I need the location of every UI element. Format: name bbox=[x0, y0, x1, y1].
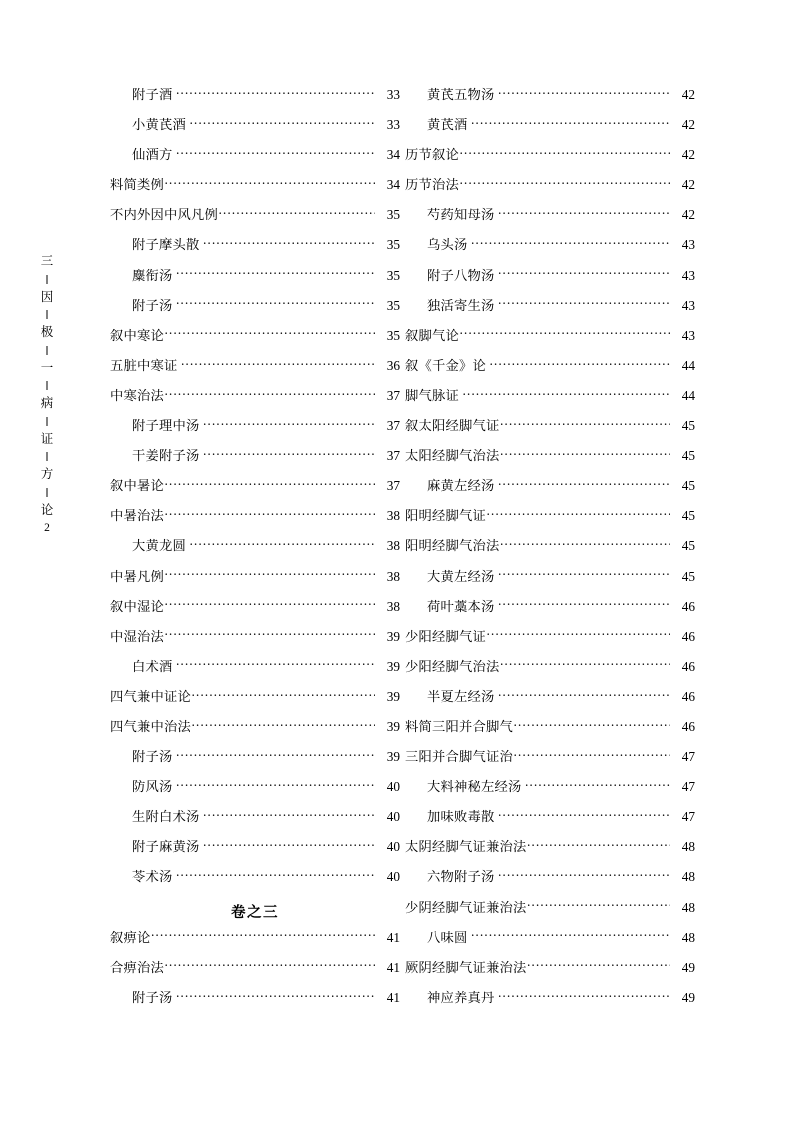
toc-entry[interactable] bbox=[405, 957, 695, 987]
toc-entry[interactable] bbox=[405, 385, 695, 415]
toc-entry-page: 43 bbox=[681, 267, 695, 283]
toc-entry-page: 38 bbox=[386, 568, 400, 584]
toc-entry[interactable] bbox=[405, 114, 695, 144]
toc-entry-page: 40 bbox=[386, 869, 400, 885]
toc-entry-page: 37 bbox=[386, 418, 400, 434]
toc-entry[interactable] bbox=[405, 927, 695, 957]
toc-entry-page: 41 bbox=[386, 989, 400, 1005]
toc-entry-label: 黄芪酒 bbox=[427, 117, 468, 133]
toc-leader-dots bbox=[471, 236, 671, 249]
toc-entry-page: 49 bbox=[681, 989, 695, 1005]
toc-entry-page: 46 bbox=[681, 628, 695, 644]
toc-leader-dots bbox=[499, 417, 670, 430]
toc-entry-page: 47 bbox=[681, 779, 695, 795]
toc-entry-label: 四气兼中证论 bbox=[110, 688, 191, 704]
toc-leader-dots bbox=[164, 176, 375, 189]
toc-entry-page: 46 bbox=[681, 658, 695, 674]
toc-leader-dots bbox=[164, 507, 375, 520]
toc-entry-label: 叙中寒论 bbox=[110, 327, 164, 343]
running-head-rule bbox=[34, 488, 60, 497]
toc-entry-page: 33 bbox=[386, 87, 400, 102]
toc-entry-label: 独活寄生汤 bbox=[427, 297, 495, 313]
toc-leader-dots bbox=[497, 808, 670, 821]
toc-entry[interactable] bbox=[405, 415, 695, 445]
toc-entry-page: 42 bbox=[681, 207, 695, 223]
toc-entry-page: 41 bbox=[386, 959, 400, 975]
toc-entry-label: 叙痹论 bbox=[110, 929, 151, 945]
toc-entry-label: 白术酒 bbox=[132, 658, 173, 674]
toc-entry-label: 麋衔汤 bbox=[132, 267, 173, 283]
toc-entry-label: 少阴经脚气证兼治法 bbox=[405, 899, 527, 915]
toc-leader-dots bbox=[526, 958, 670, 971]
toc-entry-label: 黄芪五物汤 bbox=[427, 87, 495, 102]
toc-entry-label: 麻黄左经汤 bbox=[427, 478, 495, 494]
toc-leader-dots bbox=[486, 627, 670, 640]
toc-entry[interactable] bbox=[110, 415, 400, 445]
toc-leader-dots bbox=[176, 86, 376, 99]
toc-entry-page: 39 bbox=[386, 688, 400, 704]
toc-leader-dots bbox=[191, 718, 375, 731]
toc-entry-label: 附子汤 bbox=[132, 749, 173, 765]
toc-entry-label: 料简三阳并合脚气 bbox=[405, 718, 513, 734]
toc-entry-label: 附子酒 bbox=[132, 87, 173, 102]
toc-entry-label: 中寒治法 bbox=[110, 387, 164, 403]
running-head-rule bbox=[34, 381, 60, 390]
toc-leader-dots bbox=[218, 206, 375, 219]
toc-entry-label: 附子汤 bbox=[132, 989, 173, 1005]
toc-entry[interactable] bbox=[405, 234, 695, 264]
toc-entry[interactable] bbox=[405, 566, 695, 596]
toc-leader-dots bbox=[497, 989, 670, 1002]
toc-leader-dots bbox=[499, 657, 670, 670]
page-number: 2 bbox=[44, 522, 50, 534]
toc-entry-page: 45 bbox=[681, 478, 695, 494]
toc-entry-page: 40 bbox=[386, 779, 400, 795]
toc-entry-page: 46 bbox=[681, 718, 695, 734]
toc-entry-label: 仙酒方 bbox=[132, 147, 173, 163]
toc-entry-page: 38 bbox=[386, 538, 400, 554]
toc-leader-dots bbox=[180, 357, 375, 370]
toc-entry[interactable] bbox=[110, 505, 400, 535]
toc-entry-label: 乌头汤 bbox=[427, 237, 468, 253]
toc-entry-label: 干姜附子汤 bbox=[132, 448, 200, 464]
toc-entry-label: 苓术汤 bbox=[132, 869, 173, 885]
toc-entry-label: 四气兼中治法 bbox=[110, 718, 191, 734]
toc-entry[interactable] bbox=[110, 144, 400, 174]
toc-entry[interactable] bbox=[405, 596, 695, 626]
toc-leader-dots bbox=[164, 958, 375, 971]
toc-entry[interactable] bbox=[110, 626, 400, 656]
toc-entry-page: 45 bbox=[681, 448, 695, 464]
running-head-char: 证 bbox=[40, 431, 54, 446]
toc-leader-dots bbox=[489, 357, 670, 370]
toc-entry[interactable] bbox=[405, 265, 695, 295]
toc-entry[interactable] bbox=[405, 325, 695, 355]
running-head-char: 三 bbox=[40, 254, 54, 268]
toc-entry-page: 34 bbox=[386, 177, 400, 193]
toc-entry[interactable] bbox=[405, 776, 695, 806]
toc-leader-dots bbox=[164, 326, 375, 339]
toc-column-left bbox=[110, 84, 400, 1017]
toc-entry[interactable] bbox=[405, 535, 695, 565]
running-head-rule bbox=[34, 346, 60, 355]
toc-leader-dots bbox=[176, 778, 376, 791]
toc-entry[interactable] bbox=[405, 806, 695, 836]
toc-entry[interactable] bbox=[110, 806, 400, 836]
toc-leader-dots bbox=[471, 928, 671, 941]
toc-entry[interactable] bbox=[110, 445, 400, 475]
running-head-char: 病 bbox=[40, 396, 54, 410]
toc-entry-label: 大黄龙圆 bbox=[132, 538, 186, 554]
toc-entry[interactable] bbox=[405, 475, 695, 505]
toc-entry[interactable] bbox=[405, 746, 695, 776]
toc-leader-dots bbox=[176, 146, 376, 159]
toc-column-right bbox=[405, 84, 695, 1017]
toc-entry-page: 41 bbox=[386, 929, 400, 945]
toc-entry-page: 39 bbox=[386, 749, 400, 765]
toc-entry-page: 44 bbox=[681, 387, 695, 403]
toc-entry-page: 45 bbox=[681, 508, 695, 524]
toc-entry-label: 中暑治法 bbox=[110, 508, 164, 524]
toc-section-heading: 卷之三 bbox=[231, 905, 279, 922]
toc-entry[interactable] bbox=[405, 144, 695, 174]
toc-entry-page: 44 bbox=[681, 357, 695, 373]
toc-entry[interactable] bbox=[110, 957, 400, 987]
toc-entry-page: 35 bbox=[386, 237, 400, 253]
toc-leader-dots bbox=[459, 146, 670, 159]
toc-entry[interactable] bbox=[405, 626, 695, 656]
toc-entry[interactable] bbox=[405, 686, 695, 716]
toc-leader-dots bbox=[497, 688, 670, 701]
toc-entry-label: 太阴经脚气证兼治法 bbox=[405, 839, 527, 855]
toc-entry[interactable] bbox=[110, 265, 400, 295]
toc-entry-page: 42 bbox=[681, 147, 695, 163]
toc-entry-label: 叙脚气论 bbox=[405, 327, 459, 343]
running-head-rule bbox=[34, 310, 60, 319]
toc-leader-dots bbox=[176, 296, 376, 309]
toc-entry-label: 太阳经脚气治法 bbox=[405, 448, 500, 464]
toc-entry-page: 43 bbox=[681, 297, 695, 313]
toc-entry[interactable] bbox=[110, 385, 400, 415]
toc-entry-label: 叙《千金》论 bbox=[405, 357, 486, 373]
toc-entry[interactable] bbox=[110, 596, 400, 626]
toc-entry[interactable] bbox=[110, 295, 400, 325]
toc-entry-label: 中湿治法 bbox=[110, 628, 164, 644]
toc-entry-label: 荷叶藁本汤 bbox=[427, 598, 495, 614]
toc-entry-page: 42 bbox=[681, 117, 695, 133]
toc-entry-page: 35 bbox=[386, 327, 400, 343]
toc-entry-page: 47 bbox=[681, 749, 695, 765]
toc-entry[interactable] bbox=[110, 866, 400, 896]
toc-entry-label: 料简类例 bbox=[110, 177, 164, 193]
toc-entry-label: 大料神秘左经汤 bbox=[427, 779, 522, 795]
toc-leader-dots bbox=[151, 928, 376, 941]
toc-leader-dots bbox=[176, 989, 376, 1002]
toc-leader-dots bbox=[164, 567, 375, 580]
toc-leader-dots bbox=[526, 838, 670, 851]
toc-entry[interactable] bbox=[110, 84, 400, 114]
toc-leader-dots bbox=[459, 176, 670, 189]
toc-entry-label: 历节治法 bbox=[405, 177, 459, 193]
toc-leader-dots bbox=[497, 206, 670, 219]
toc-entry-label: 叙中暑论 bbox=[110, 478, 164, 494]
toc-entry-label: 厥阴经脚气证兼治法 bbox=[405, 959, 527, 975]
toc-entry-label: 阳明经脚气证 bbox=[405, 508, 486, 524]
toc-entry-page: 40 bbox=[386, 809, 400, 825]
toc-entry-page: 40 bbox=[386, 839, 400, 855]
toc-leader-dots bbox=[497, 567, 670, 580]
running-head-char: 方 bbox=[40, 467, 54, 481]
toc-entry-page: 45 bbox=[681, 418, 695, 434]
toc-leader-dots bbox=[497, 868, 670, 881]
toc-entry[interactable] bbox=[405, 897, 695, 927]
toc-entry-label: 防风汤 bbox=[132, 779, 173, 795]
toc-entry[interactable] bbox=[405, 204, 695, 234]
toc-entry[interactable] bbox=[110, 566, 400, 596]
toc-leader-dots bbox=[202, 808, 375, 821]
toc-entry-label: 三阳并合脚气证治 bbox=[405, 749, 513, 765]
toc-entry-page: 46 bbox=[681, 688, 695, 704]
toc-entry[interactable] bbox=[405, 174, 695, 204]
toc-entry-page: 35 bbox=[386, 207, 400, 223]
toc-entry[interactable] bbox=[110, 746, 400, 776]
toc-leader-dots bbox=[499, 537, 670, 550]
toc-entry-label: 历节叙论 bbox=[405, 147, 459, 163]
toc-leader-dots bbox=[497, 296, 670, 309]
toc-entry[interactable] bbox=[405, 295, 695, 325]
toc-leader-dots bbox=[191, 688, 375, 701]
toc-leader-dots bbox=[189, 537, 375, 550]
toc-entry-label: 八味圆 bbox=[427, 929, 468, 945]
toc-entry[interactable] bbox=[110, 174, 400, 204]
toc-entry[interactable] bbox=[405, 445, 695, 475]
running-head-rule bbox=[34, 452, 60, 461]
toc-entry-label: 附子八物汤 bbox=[427, 267, 495, 283]
toc-entry-page: 48 bbox=[681, 899, 695, 915]
toc-entry[interactable] bbox=[110, 776, 400, 806]
toc-entry-page: 38 bbox=[386, 508, 400, 524]
running-head-char: 极 bbox=[40, 325, 54, 339]
toc-leader-dots bbox=[497, 266, 670, 279]
toc-entry[interactable] bbox=[405, 716, 695, 746]
toc-entry[interactable] bbox=[110, 204, 400, 234]
toc-entry-label: 叙中湿论 bbox=[110, 598, 164, 614]
toc-leader-dots bbox=[189, 116, 375, 129]
toc-entry-page: 48 bbox=[681, 929, 695, 945]
toc-entry-label: 六物附子汤 bbox=[427, 869, 495, 885]
toc-entry-label: 少阳经脚气治法 bbox=[405, 658, 500, 674]
toc-entry[interactable] bbox=[110, 987, 400, 1017]
toc-leader-dots bbox=[176, 868, 376, 881]
toc-entry-page: 38 bbox=[386, 598, 400, 614]
toc-entry[interactable] bbox=[110, 656, 400, 686]
toc-entry-label: 小黄芪酒 bbox=[132, 117, 186, 133]
toc-entry-page: 42 bbox=[681, 87, 695, 102]
running-head-rule bbox=[34, 417, 60, 426]
toc-leader-dots bbox=[497, 597, 670, 610]
toc-entry[interactable] bbox=[110, 836, 400, 866]
toc-entry[interactable] bbox=[405, 84, 695, 114]
toc-entry[interactable] bbox=[110, 114, 400, 144]
toc-entry-page: 36 bbox=[386, 357, 400, 373]
toc-entry-label: 合痹治法 bbox=[110, 959, 164, 975]
toc-entry-page: 46 bbox=[681, 598, 695, 614]
toc-entry-page: 48 bbox=[681, 869, 695, 885]
running-head-char: 论 bbox=[40, 502, 54, 517]
running-head-rule bbox=[34, 275, 60, 284]
toc-leader-dots bbox=[202, 838, 375, 851]
toc-entry-page: 35 bbox=[386, 267, 400, 283]
toc-entry[interactable] bbox=[110, 686, 400, 716]
toc-leader-dots bbox=[176, 266, 376, 279]
toc-entry-page: 42 bbox=[681, 177, 695, 193]
toc-leader-dots bbox=[202, 236, 375, 249]
toc-entry[interactable] bbox=[405, 836, 695, 866]
toc-entry-label: 半夏左经汤 bbox=[427, 688, 495, 704]
toc-entry[interactable] bbox=[110, 475, 400, 505]
toc-entry-page: 39 bbox=[386, 628, 400, 644]
toc-entry-label: 脚气脉证 bbox=[405, 387, 459, 403]
toc-entry[interactable] bbox=[110, 325, 400, 355]
toc-entry-page: 37 bbox=[386, 478, 400, 494]
toc-entry-page: 48 bbox=[681, 839, 695, 855]
toc-entry-page: 37 bbox=[386, 387, 400, 403]
toc-entry-label: 大黄左经汤 bbox=[427, 568, 495, 584]
toc-entry-page: 45 bbox=[681, 538, 695, 554]
running-head-char: 一 bbox=[40, 360, 54, 375]
toc-entry-page: 39 bbox=[386, 658, 400, 674]
toc-leader-dots bbox=[164, 387, 375, 400]
toc-leader-dots bbox=[202, 417, 375, 430]
toc-entry-label: 芍药知母汤 bbox=[427, 207, 495, 223]
toc-entry-page: 49 bbox=[681, 959, 695, 975]
toc-leader-dots bbox=[459, 326, 670, 339]
toc-entry[interactable] bbox=[110, 355, 400, 385]
toc-entry-page: 37 bbox=[386, 448, 400, 464]
toc-entry[interactable] bbox=[110, 716, 400, 746]
toc-entry-page: 34 bbox=[386, 147, 400, 163]
toc-entry-page: 43 bbox=[681, 237, 695, 253]
toc-entry[interactable] bbox=[405, 656, 695, 686]
toc-entry-label: 中暑凡例 bbox=[110, 568, 164, 584]
toc-entry-label: 五脏中寒证 bbox=[110, 357, 178, 373]
toc-entry[interactable] bbox=[405, 866, 695, 896]
toc-leader-dots bbox=[164, 597, 375, 610]
toc-entry-page: 33 bbox=[386, 117, 400, 133]
toc-entry-label: 叙太阳经脚气证 bbox=[405, 418, 500, 434]
toc-entry[interactable] bbox=[110, 535, 400, 565]
toc-entry[interactable] bbox=[110, 234, 400, 264]
toc-entry-label: 加味败毒散 bbox=[427, 809, 495, 825]
toc-leader-dots bbox=[497, 477, 670, 490]
toc-leader-dots bbox=[164, 477, 375, 490]
toc-entry-label: 附子汤 bbox=[132, 297, 173, 313]
toc-entry-label: 附子麻黄汤 bbox=[132, 839, 200, 855]
toc-entry-label: 生附白术汤 bbox=[132, 809, 200, 825]
toc-leader-dots bbox=[497, 86, 670, 99]
toc-entry-page: 45 bbox=[681, 568, 695, 584]
toc-leader-dots bbox=[513, 718, 670, 731]
toc-entry-page: 43 bbox=[681, 327, 695, 343]
toc-entry-label: 少阳经脚气证 bbox=[405, 628, 486, 644]
toc-entry-page: 47 bbox=[681, 809, 695, 825]
toc-entry-page: 35 bbox=[386, 297, 400, 313]
toc-leader-dots bbox=[202, 447, 375, 460]
toc-leader-dots bbox=[462, 387, 670, 400]
toc-entry-page: 39 bbox=[386, 718, 400, 734]
toc-leader-dots bbox=[471, 116, 671, 129]
toc-leader-dots bbox=[499, 447, 670, 460]
toc-entry[interactable] bbox=[405, 355, 695, 385]
toc-leader-dots bbox=[176, 748, 376, 761]
running-head-char: 因 bbox=[40, 289, 54, 304]
toc-entry[interactable] bbox=[405, 987, 695, 1017]
toc-entry[interactable] bbox=[110, 927, 400, 957]
toc-leader-dots bbox=[524, 778, 670, 791]
toc-entry-label: 附子理中汤 bbox=[132, 418, 200, 434]
toc-entry-label: 附子摩头散 bbox=[132, 237, 200, 253]
toc-entry[interactable] bbox=[405, 505, 695, 535]
toc-leader-dots bbox=[176, 657, 376, 670]
toc-leader-dots bbox=[164, 627, 375, 640]
toc-leader-dots bbox=[513, 748, 670, 761]
toc-leader-dots bbox=[526, 898, 670, 911]
toc-leader-dots bbox=[486, 507, 670, 520]
side-running-head bbox=[34, 255, 60, 535]
toc-entry-label: 阳明经脚气治法 bbox=[405, 538, 500, 554]
toc-entry-label: 神应养真丹 bbox=[427, 989, 495, 1005]
toc-entry-label: 不内外因中风凡例 bbox=[110, 207, 218, 223]
